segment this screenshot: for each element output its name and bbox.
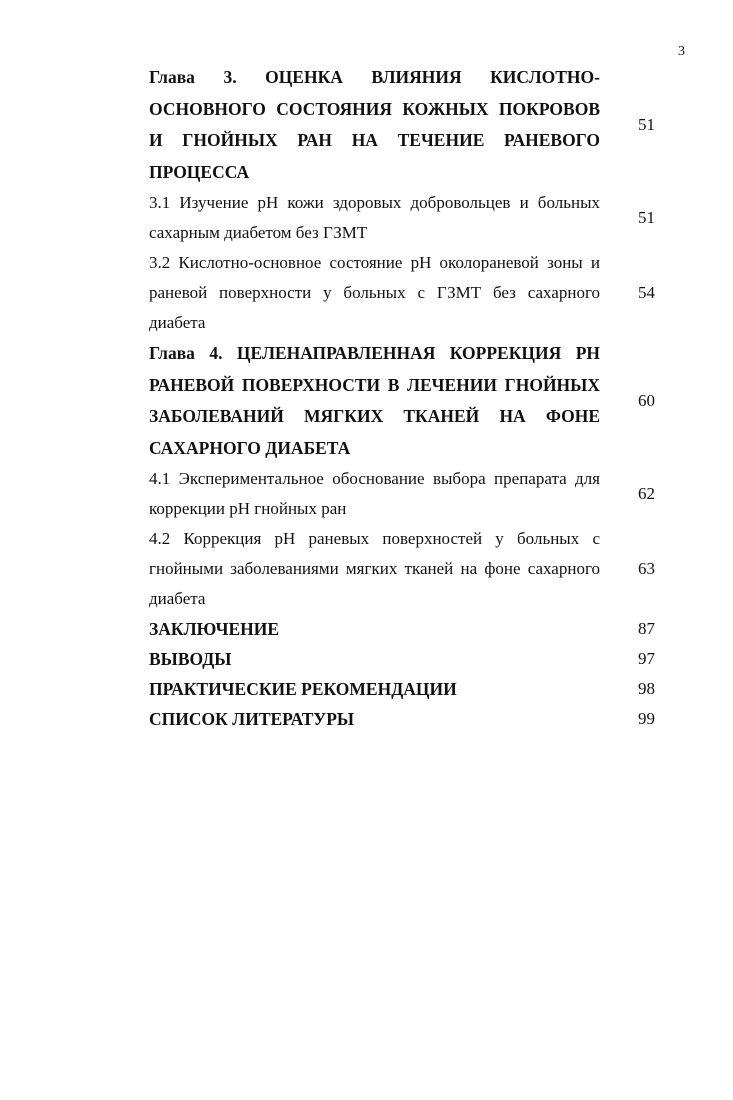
- toc-entry-page: 60: [638, 391, 655, 410]
- toc-entry-text: 4.1 Экспериментальное обоснование выбора препарата для коррекции pH гнойных ран: [149, 469, 600, 518]
- toc-entry-page: 87: [638, 619, 655, 638]
- toc-entry-conclusion: [149, 614, 655, 644]
- toc-entry-text: ВЫВОДЫ: [149, 649, 232, 669]
- toc-entry-text: ПРАКТИЧЕСКИЕ РЕКОМЕНДАЦИИ: [149, 679, 457, 699]
- toc-entry-3-1: [149, 188, 655, 248]
- page-number: 3: [678, 44, 685, 59]
- toc-entry-text: Глава 3. ОЦЕНКА ВЛИЯНИЯ КИСЛОТНО-ОСНОВНОГО СОСТОЯНИЯ КОЖНЫХ ПОКРОВОВ И ГНОЙНЫХ РАН НА ТЕЧЕНИЕ РАНЕВОГО ПРОЦЕССА: [149, 67, 600, 182]
- toc-entry-4-1: [149, 464, 655, 524]
- toc-entry-findings: [149, 644, 655, 674]
- toc-entry-text: 3.1 Изучение pH кожи здоровых добровольцев и больных сахарным диабетом без ГЗМТ: [149, 193, 600, 242]
- table-of-contents: [149, 62, 655, 734]
- toc-entry-chapter-3: [149, 62, 655, 188]
- toc-entry-text: Глава 4. ЦЕЛЕНАПРАВЛЕННАЯ КОРРЕКЦИЯ PH РАНЕВОЙ ПОВЕРХНОСТИ В ЛЕЧЕНИИ ГНОЙНЫХ ЗАБОЛЕВАНИЙ МЯГКИХ ТКАНЕЙ НА ФОНЕ САХАРНОГО ДИАБЕТА: [149, 343, 600, 458]
- toc-entry-page: 97: [638, 649, 655, 668]
- toc-entry-text: СПИСОК ЛИТЕРАТУРЫ: [149, 709, 355, 729]
- toc-entry-page: 99: [638, 709, 655, 728]
- toc-entry-4-2: [149, 524, 655, 614]
- toc-entry-references: [149, 704, 655, 734]
- toc-entry-page: 62: [638, 484, 655, 503]
- toc-entry-text: 3.2 Кислотно-основное состояние pH околораневой зоны и раневой поверхности у больных с ГЗМТ без сахарного диабета: [149, 253, 600, 332]
- toc-entry-recommendations: [149, 674, 655, 704]
- toc-entry-text: 4.2 Коррекция pH раневых поверхностей у больных с гнойными заболеваниями мягких тканей на фоне сахарного диабета: [149, 529, 600, 608]
- toc-entry-page: 51: [638, 115, 655, 134]
- toc-entry-page: 98: [638, 679, 655, 698]
- toc-entry-text: ЗАКЛЮЧЕНИЕ: [149, 619, 280, 639]
- toc-entry-chapter-4: [149, 338, 655, 464]
- toc-entry-page: 63: [638, 559, 655, 578]
- toc-entry-page: 51: [638, 208, 655, 227]
- toc-entry-page: 54: [638, 283, 655, 302]
- toc-entry-3-2: [149, 248, 655, 338]
